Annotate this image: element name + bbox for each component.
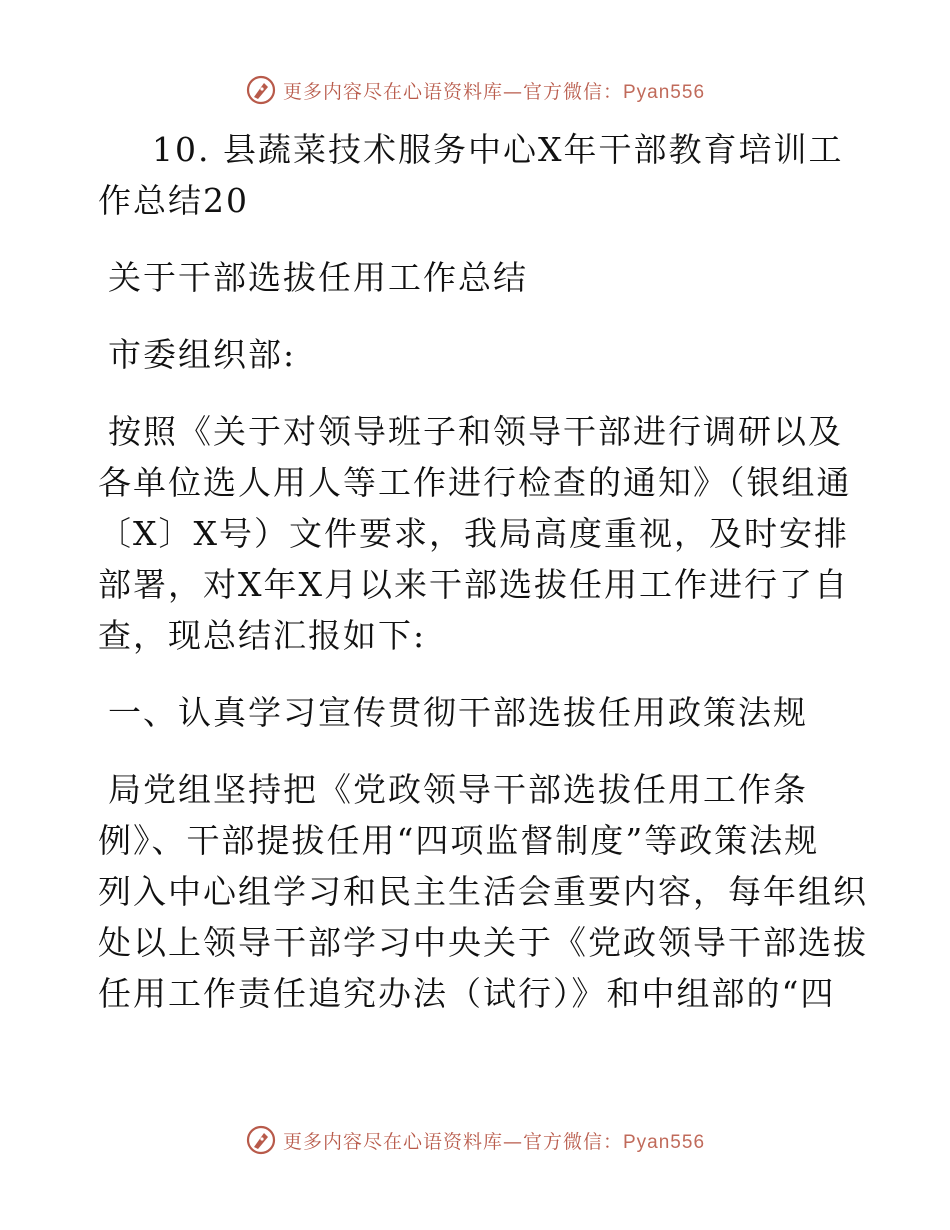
paragraph-2-line: 列入中心组学习和民主生活会重要内容，每年组织 [98,872,868,911]
header-banner [0,70,950,110]
document-body [98,124,868,1019]
paragraph-2-line: 局党组坚持把《党政领导干部选拔任用工作条 [108,770,808,809]
pen-nib-logo-icon [245,74,277,106]
recipient: 市委组织部: [108,335,297,374]
document-title-line-1: 10. 县蔬菜技术服务中心X年干部教育培训工 [152,130,844,169]
document-title-line-2: 作总结20 [98,181,249,220]
subtitle: 关于干部选拔任用工作总结 [108,258,528,297]
paragraph-1-line: 各单位选人用人等工作进行检查的通知》（银组通 [98,463,852,502]
section-heading-1: 一、认真学习宣传贯彻干部选拔任用政策法规 [108,693,808,732]
paragraph-2-line: 处以上领导干部学习中央关于《党政领导干部选拔 [98,923,868,962]
paragraph-2-line: 例》、干部提拔任用“四项监督制度”等政策法规 [98,821,820,860]
paragraph-2-line: 任用工作责任追究办法（试行）》和中组部的“四 [98,974,836,1013]
footer-banner [0,1120,950,1160]
banner-text: 更多内容尽在心语资料库—官方微信：Pyan556 [282,80,706,103]
paragraph-1-line: 查，现总结汇报如下: [98,616,427,655]
pen-nib-logo-icon [245,1124,277,1156]
paragraph-1-line: 部署，对X年X月以来干部选拔任用工作进行了自 [98,565,849,604]
paragraph-1-line: 〔X〕X号）文件要求，我局高度重视，及时安排 [98,514,849,553]
banner-text: 更多内容尽在心语资料库—官方微信：Pyan556 [282,1130,706,1153]
paragraph-1-line: 按照《关于对领导班子和领导干部进行调研以及 [108,412,843,451]
